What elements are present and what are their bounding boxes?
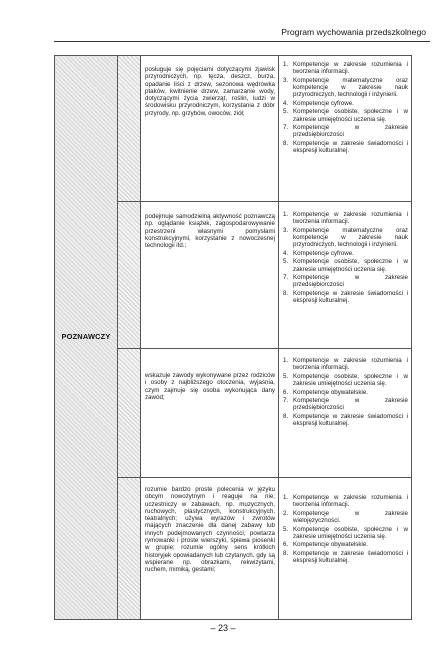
competence-list: [283, 61, 408, 155]
competence-number: 1.: [283, 357, 289, 364]
competence-number: 8.: [283, 139, 289, 147]
hatched-cell: [118, 56, 141, 202]
competence-item: [283, 526, 408, 541]
competence-number: 7.: [283, 124, 289, 132]
competence-number: 6.: [283, 541, 289, 549]
competence-text: Kompetencje w zakresie przedsiębiorczości: [293, 274, 408, 289]
competence-text: Kompetencje obywatelskie.: [293, 541, 368, 549]
competence-number: 4.: [283, 99, 289, 107]
competence-number: 1.: [283, 61, 289, 68]
competence-item: [283, 258, 408, 273]
competence-item: [283, 290, 408, 305]
competence-number: 4.: [283, 249, 289, 257]
competence-text: Kompetencje osobiste, społeczne i w zakresie umiejętności uczenia się.: [293, 525, 408, 540]
competence-text: Kompetencje w zakresie rozumienia i tworzenia informacji.: [293, 357, 408, 372]
competence-item: [283, 274, 408, 289]
description-cell: [141, 478, 279, 620]
competences-cell: [279, 202, 412, 349]
competence-text: Kompetencje cyfrowe.: [293, 99, 354, 107]
competence-text: Kompetencje w zakresie świadomości i ekspresji kulturalnej.: [293, 289, 408, 305]
competence-text: Kompetencje w zakresie rozumienia i tworzenia informacji.: [293, 61, 408, 76]
competence-number: 3.: [283, 226, 289, 234]
competence-item: [283, 211, 408, 226]
competence-number: 3.: [283, 76, 289, 84]
competence-number: 8.: [283, 549, 289, 557]
competence-text: Kompetencje w zakresie rozumienia i tworzenia informacji.: [293, 494, 408, 509]
competence-item: [283, 541, 408, 548]
curriculum-table: [54, 55, 412, 620]
competence-item: [283, 250, 408, 257]
competence-number: 6.: [283, 388, 289, 396]
description-text: podejmuje samodzielną aktywność poznawczą np. oglądanie książek, zagospodarowywanie przestrzeni własnymi pomysłami konstrukcyjnymi, korzystanie z nowoczesnej technologii itd.;: [145, 213, 275, 250]
competence-text: Kompetencje w zakresie przedsiębiorczości: [293, 397, 408, 412]
competence-item: [283, 373, 408, 388]
competence-number: 2.: [283, 509, 289, 517]
competence-number: 5.: [283, 108, 289, 116]
competence-item: [283, 389, 408, 396]
competence-text: Kompetencje w zakresie świadomości i ekspresji kulturalnej.: [293, 549, 408, 565]
competence-number: 5.: [283, 258, 289, 266]
competence-item: [283, 61, 408, 76]
competence-item: [283, 413, 408, 428]
competence-number: 8.: [283, 412, 289, 420]
competence-number: 8.: [283, 289, 289, 297]
hatched-cell: [118, 349, 141, 478]
competence-text: Kompetencje matematyczne oraz kompetencje w zakresie nauk przyrodniczych, technologii i inżynierii.: [293, 76, 408, 99]
description-cell: [141, 349, 279, 478]
competence-text: Kompetencje w zakresie świadomości i ekspresji kulturalnej.: [293, 412, 408, 428]
description-text: rozumie bardzo proste polecenia w języku obcym nowożytnym i reaguje na nie; uczestniczy w zabawach, np. muzycznych, ruchowych, plastycznych, konstrukcyjnych, teatralnych; używa wyrazów i zwrotów mających znaczenie dla danej zabawy lub innych podejmowanych czynności; powtarza rymowanki i proste wierszyki, śpiewa piosenki w grupie; rozumie ogólny sens krótkich historyjek opowiadanych lub czytanych, gdy są wspierane np. obrazkami, rekwizytami, ruchem, mimiką, gestami;: [145, 486, 275, 574]
competence-text: Kompetencje osobiste, społeczne i w zakresie umiejętności uczenia się.: [293, 258, 408, 273]
description-cell: [141, 202, 279, 349]
competence-item: [283, 510, 408, 525]
competence-list: [283, 494, 408, 564]
competence-text: Kompetencje osobiste, społeczne i w zakresie umiejętności uczenia się.: [293, 108, 408, 123]
competence-number: 1.: [283, 211, 289, 218]
competence-number: 5.: [283, 372, 289, 380]
hatched-cell: [118, 478, 141, 620]
area-cell: [55, 56, 118, 620]
competence-item: [283, 227, 408, 249]
competence-list: [283, 357, 408, 427]
competence-item: [283, 124, 408, 139]
description-cell: [141, 56, 279, 202]
description-text: posługuje się pojęciami dotyczącymi zjawisk przyrodniczych, np. tęcza, deszcz, burza, opadanie liści z drzew, sezonowa wędrówka ptaków, kwitnienie drzew, zamarzanie wody, dotyczącymi życia zwierząt, roślin, ludzi w środowisku przyrodniczym, korzystania z dóbr przyrody, np. grzybów, owoców, ziół;: [145, 66, 275, 117]
competence-list: [283, 211, 408, 305]
competence-number: 7.: [283, 397, 289, 405]
competence-number: 1.: [283, 494, 289, 501]
competence-item: [283, 140, 408, 155]
competence-item: [283, 494, 408, 509]
competence-number: 7.: [283, 274, 289, 282]
competence-text: Kompetencje osobiste, społeczne i w zakresie umiejętności uczenia się.: [293, 372, 408, 388]
competence-item: [283, 397, 408, 412]
page-number: – 23 –: [210, 623, 236, 633]
competence-text: Kompetencje cyfrowe.: [293, 249, 354, 257]
competence-number: 5.: [283, 525, 289, 533]
header-divider: [54, 41, 430, 42]
competence-item: [283, 100, 408, 107]
competences-cell: [279, 349, 412, 478]
competence-text: Kompetencje obywatelskie.: [293, 388, 368, 396]
hatched-cell: [118, 202, 141, 349]
running-header: Program wychowania przedszkolnego: [281, 27, 426, 37]
competence-text: Kompetencje matematyczne oraz kompetencje w zakresie nauk przyrodniczych, technologii i inżynierii.: [293, 226, 408, 249]
competences-cell: [279, 56, 412, 202]
competence-text: Kompetencje w zakresie świadomości i ekspresji kulturalnej.: [293, 139, 408, 155]
competence-text: Kompetencje w zakresie rozumienia i tworzenia informacji.: [293, 211, 408, 226]
area-label: POZNAWCZY: [61, 332, 111, 342]
competence-item: [283, 108, 408, 123]
competence-text: Kompetencje w zakresie przedsiębiorczości: [293, 124, 408, 139]
competence-item: [283, 550, 408, 565]
competence-item: [283, 77, 408, 99]
competence-text: Kompetencje w zakresie wielojęzyczności.: [293, 509, 408, 525]
competences-cell: [279, 478, 412, 620]
description-text: wskazuje zawody wykonywane przez rodziców i osoby z najbliższego otoczenia, wyjaśnia, czym zajmuje się osoba wykonująca dany zawód;: [145, 372, 275, 401]
table-row: [55, 56, 412, 202]
competence-item: [283, 357, 408, 372]
